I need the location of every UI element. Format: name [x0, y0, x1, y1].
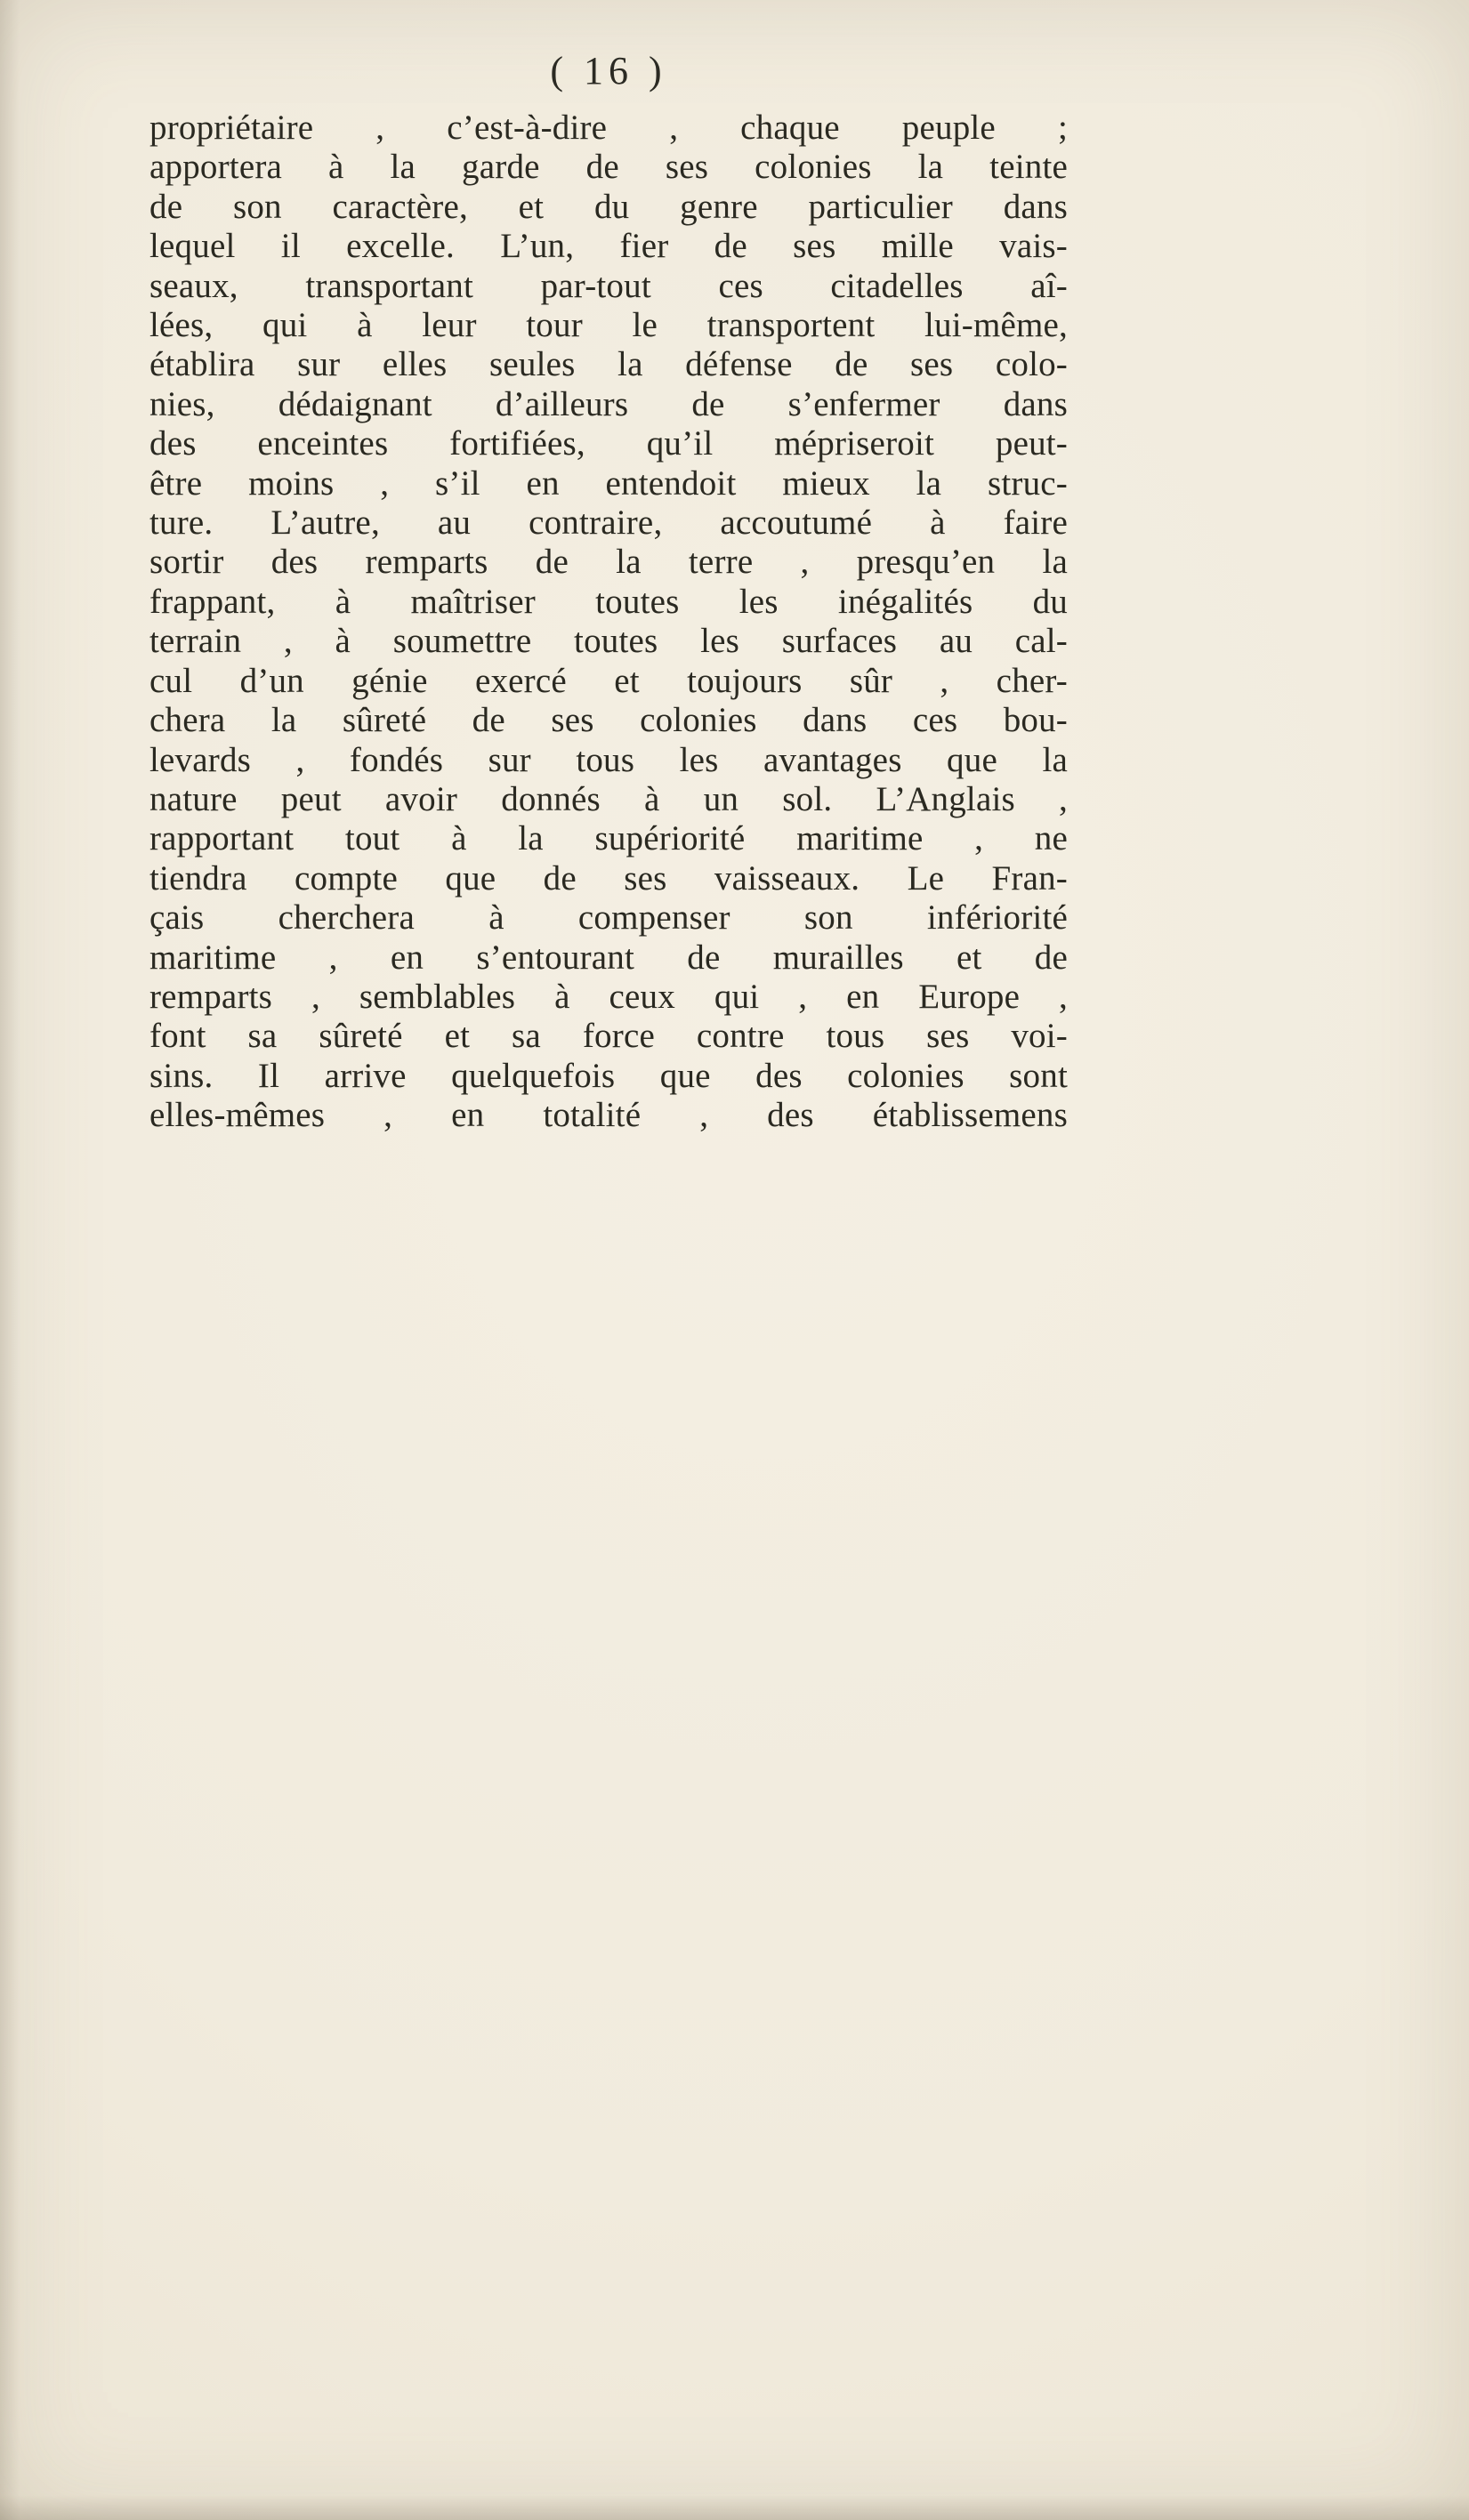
- text-line: elles-mêmes , en totalité , des établissemens: [149, 1096, 1068, 1135]
- text-line: de son caractère, et du genre particulier dans: [149, 187, 1068, 226]
- text-line: çais cherchera à compenser son infériorité: [149, 898, 1068, 938]
- text-line: frappant, à maîtriser toutes les inégalités du: [149, 582, 1068, 621]
- text-line: lées, qui à leur tour le transportent lui-même,: [149, 306, 1068, 345]
- text-line: maritime , en s’entourant de murailles et de: [149, 938, 1068, 977]
- text-line: nature peut avoir donnés à un sol. L’Anglais ,: [149, 779, 1068, 818]
- text-line: levards , fondés sur tous les avantages que la: [149, 740, 1068, 779]
- text-line: propriétaire , c’est-à-dire , chaque peuple ;: [149, 109, 1068, 147]
- text-line: établira sur elles seules la défense de ses colo-: [149, 345, 1068, 384]
- text-line: des enceintes fortifiées, qu’il mépriseroit peut-: [149, 424, 1068, 463]
- scan-edge-shadow-left: [0, 0, 20, 2520]
- text-line: chera la sûreté de ses colonies dans ces bou-: [149, 701, 1068, 740]
- text-line: sins. Il arrive quelquefois que des colonies sont: [149, 1056, 1068, 1095]
- text-line: remparts , semblables à ceux qui , en Europe ,: [149, 977, 1068, 1016]
- text-line: apportera à la garde de ses colonies la teinte: [149, 148, 1068, 187]
- body-text-block: [149, 109, 1068, 1136]
- text-line: rapportant tout à la supériorité maritime , ne: [149, 819, 1068, 858]
- text-line: terrain , à soumettre toutes les surfaces au cal-: [149, 622, 1068, 661]
- text-line: font sa sûreté et sa force contre tous ses voi-: [149, 1017, 1068, 1056]
- text-line: tiendra compte que de ses vaisseaux. Le Fran-: [149, 858, 1068, 898]
- text-line: ture. L’autre, au contraire, accoutumé à faire: [149, 503, 1068, 543]
- scan-edge-shadow-bottom: [0, 2495, 1469, 2520]
- text-line: cul d’un génie exercé et toujours sûr , cher-: [149, 661, 1068, 700]
- text-line: nies, dédaignant d’ailleurs de s’enfermer dans: [149, 384, 1068, 423]
- text-line: être moins , s’il en entendoit mieux la struc-: [149, 463, 1068, 503]
- text-line: sortir des remparts de la terre , presqu’en la: [149, 543, 1068, 582]
- text-line: seaux, transportant par-tout ces citadelles aî-: [149, 266, 1068, 305]
- page-number: ( 16 ): [550, 49, 667, 93]
- text-line: lequel il excelle. L’un, fier de ses mille vais-: [149, 227, 1068, 266]
